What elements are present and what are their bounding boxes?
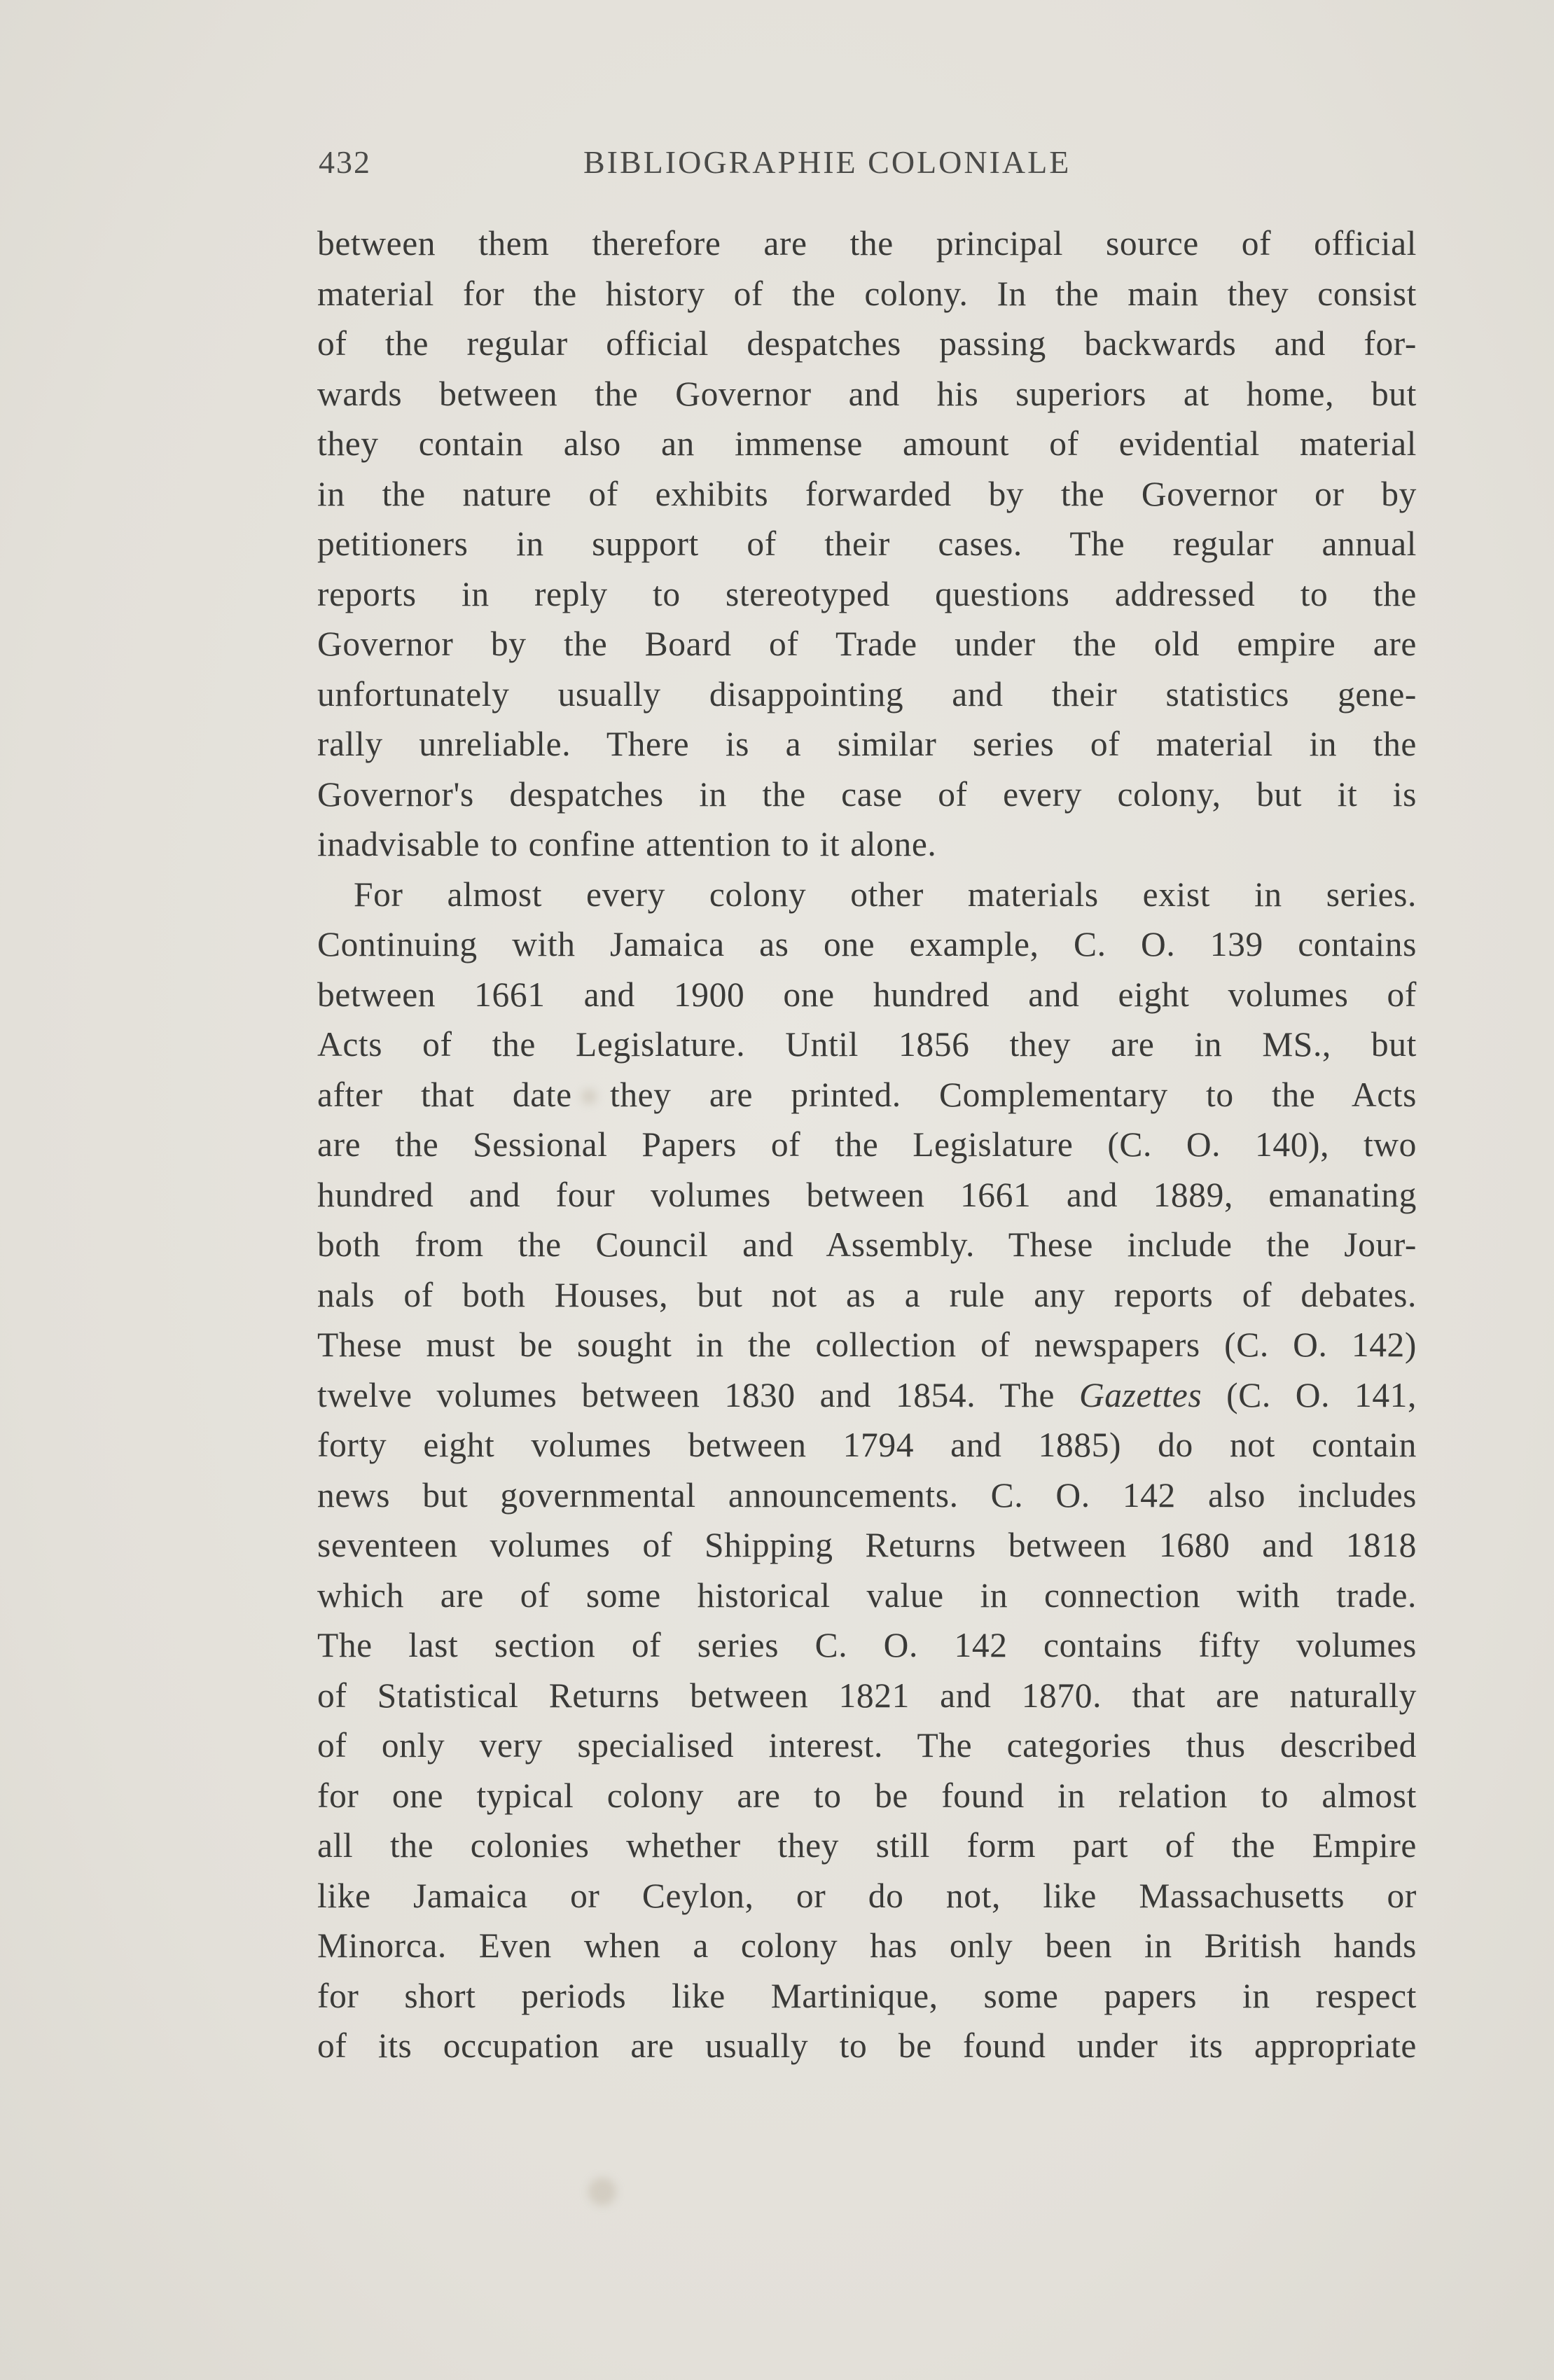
text-line: wards between the Governor and his superiors at home, but bbox=[317, 374, 1417, 413]
text-line: which are of some historical value in connection with trade. bbox=[317, 1575, 1417, 1615]
text-line: For almost every colony other materials exist in series. bbox=[354, 875, 1417, 914]
italic-title: Gazettes bbox=[1078, 1375, 1202, 1414]
text-line: of the regular official despatches passing backwards and for- bbox=[317, 324, 1417, 363]
text-line: between 1661 and 1900 one hundred and eight volumes of bbox=[317, 975, 1417, 1014]
text-line: they contain also an immense amount of evidential material bbox=[317, 424, 1417, 463]
text-line: forty eight volumes between 1794 and 1885) do not contain bbox=[317, 1426, 1417, 1464]
text-line: for one typical colony are to be found in relation to almost bbox=[317, 1776, 1417, 1815]
text-line: unfortunately usually disappointing and their statistics gene- bbox=[317, 674, 1417, 714]
text-line: material for the history of the colony. In the main they consist bbox=[317, 274, 1417, 313]
text-line: Governor's despatches in the case of every colony, but it is bbox=[317, 774, 1417, 814]
text-line: are the Sessional Papers of the Legislature (C. O. 140), two bbox=[317, 1125, 1417, 1164]
paragraph bbox=[317, 870, 1417, 2071]
body-text bbox=[317, 218, 1417, 2071]
text-line: reports in reply to stereotyped questions addressed to the bbox=[317, 574, 1417, 613]
text-line: Governor by the Board of Trade under the old empire are bbox=[317, 625, 1417, 663]
text-line: petitioners in support of their cases. The regular annual bbox=[317, 524, 1417, 563]
text-line: These must be sought in the collection of newspapers (C. O. 142) bbox=[317, 1325, 1417, 1364]
text-line: all the colonies whether they still form part of the Empire bbox=[317, 1826, 1417, 1865]
text-line: after that date they are printed. Complementary to the Acts bbox=[317, 1075, 1417, 1114]
text-line: of only very specialised interest. The categories thus described bbox=[317, 1726, 1417, 1765]
text-line: of its occupation are usually to be found under its appropriate bbox=[317, 2026, 1417, 2065]
text-line: of Statistical Returns between 1821 and 1870. that are naturally bbox=[317, 1676, 1417, 1715]
text-line: twelve volumes between 1830 and 1854. The Gazettes (C. O. 141, bbox=[317, 1375, 1417, 1414]
paragraph bbox=[317, 218, 1417, 870]
running-title: BIBLIOGRAPHIE COLONIALE bbox=[583, 144, 1071, 180]
text-line: in the nature of exhibits forwarded by the Governor or by bbox=[317, 474, 1417, 513]
text-line: nals of both Houses, but not as a rule any reports of debates. bbox=[317, 1275, 1417, 1314]
page-number: 432 bbox=[319, 144, 371, 180]
text-line: Continuing with Jamaica as one example, C. O. 139 contains bbox=[317, 925, 1417, 963]
text-line: inadvisable to confine attention to it alone. bbox=[317, 825, 937, 863]
text-line: rally unreliable. There is a similar series of material in the bbox=[317, 725, 1417, 763]
page-header bbox=[319, 144, 1411, 193]
text-line: news but governmental announcements. C. O. 142 also includes bbox=[317, 1475, 1417, 1515]
text-line: seventeen volumes of Shipping Returns between 1680 and 1818 bbox=[317, 1526, 1417, 1564]
text-line: for short periods like Martinique, some papers in respect bbox=[317, 1976, 1417, 2015]
text-line: like Jamaica or Ceylon, or do not, like Massachusetts or bbox=[317, 1876, 1417, 1915]
text-line: hundred and four volumes between 1661 and 1889, emanating bbox=[317, 1175, 1417, 1214]
text-line: between them therefore are the principal source of official bbox=[317, 224, 1417, 263]
text-line: both from the Council and Assembly. These include the Jour- bbox=[317, 1225, 1417, 1264]
text-line: Minorca. Even when a colony has only been in British hands bbox=[317, 1926, 1417, 1965]
text-line: Acts of the Legislature. Until 1856 they are in MS., but bbox=[317, 1025, 1417, 1064]
text-line: The last section of series C. O. 142 contains fifty volumes bbox=[317, 1626, 1417, 1664]
paper-stain bbox=[588, 2178, 616, 2206]
